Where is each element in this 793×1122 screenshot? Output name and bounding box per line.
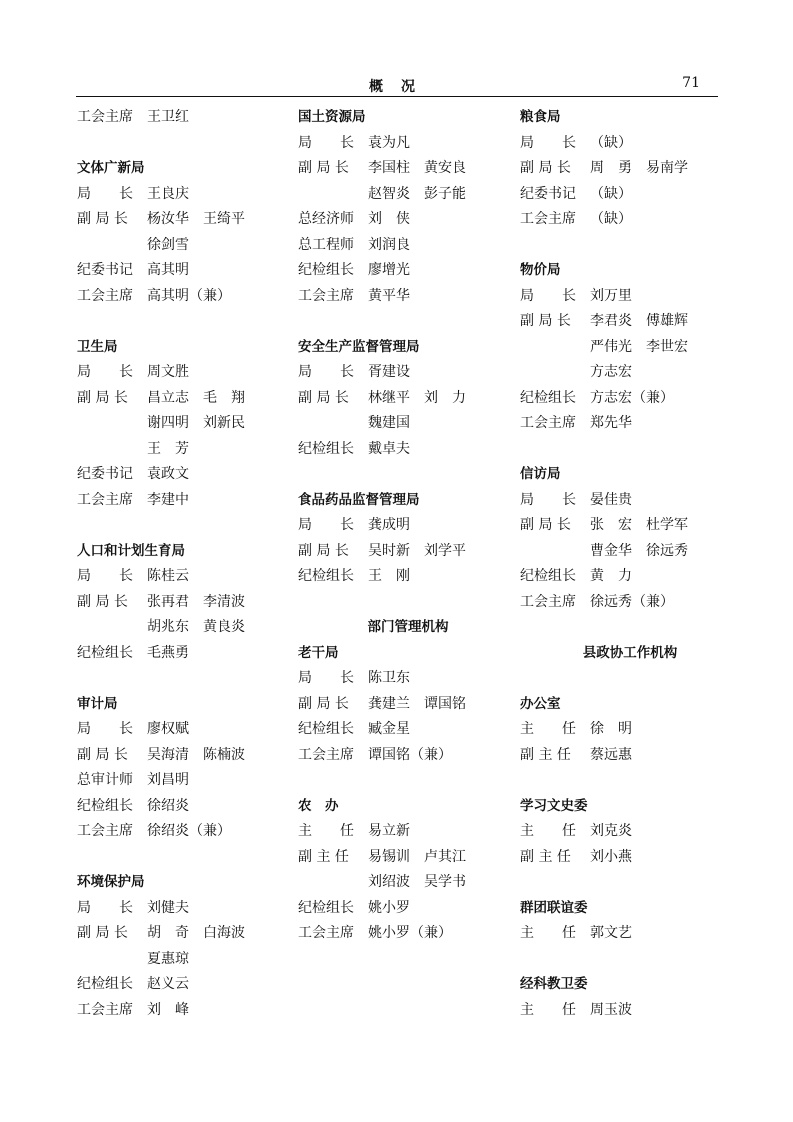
role-label: 纪检组长 bbox=[298, 899, 354, 916]
person-name: 张 宏 bbox=[590, 517, 632, 533]
personnel-entry bbox=[77, 258, 297, 284]
personnel-entry bbox=[77, 182, 297, 208]
department-heading: 审计局 bbox=[77, 695, 118, 712]
personnel-entry bbox=[298, 564, 518, 590]
role-label: 纪检组长 bbox=[77, 644, 133, 661]
personnel-entry bbox=[520, 488, 740, 514]
person-name: 毛燕勇 bbox=[147, 644, 189, 661]
personnel-entry bbox=[298, 692, 518, 718]
personnel-entry bbox=[298, 921, 518, 947]
person-name: 李建中 bbox=[147, 491, 189, 508]
role-label: 纪委书记 bbox=[520, 185, 576, 202]
person-name: 戴卓夫 bbox=[368, 440, 410, 457]
personnel-entry bbox=[520, 590, 740, 616]
person-name: 廖权赋 bbox=[147, 721, 189, 737]
role-label: 工会主席 bbox=[77, 287, 133, 304]
entry-continuation bbox=[77, 615, 297, 641]
person-name: 胡兆东 bbox=[147, 619, 189, 635]
department-heading: 粮食局 bbox=[520, 109, 561, 125]
person-name: 刘万里 bbox=[590, 287, 632, 304]
role-label: 纪检组长 bbox=[77, 797, 133, 814]
person-name: 黄安良 bbox=[424, 160, 466, 176]
personnel-entry bbox=[298, 717, 518, 743]
person-name: 蔡远惠 bbox=[590, 746, 632, 763]
role-label: 局 长 bbox=[77, 899, 133, 916]
person-name: 周 勇 bbox=[590, 160, 632, 176]
role-label: 副 局 长 bbox=[520, 517, 571, 533]
spacer bbox=[520, 615, 740, 641]
role-label: 纪委书记 bbox=[77, 466, 133, 482]
role-label: 副 局 长 bbox=[77, 593, 128, 610]
personnel-entry bbox=[520, 411, 740, 437]
personnel-entry bbox=[77, 794, 297, 820]
role-label: 局 长 bbox=[77, 364, 133, 380]
department-heading: 群团联谊委 bbox=[520, 899, 588, 916]
personnel-entry bbox=[520, 182, 740, 208]
department-heading: 办公室 bbox=[520, 695, 561, 712]
role-label: 工会主席 bbox=[298, 287, 354, 304]
person-name: 易立新 bbox=[368, 823, 410, 839]
personnel-entry bbox=[520, 819, 740, 845]
role-label: 局 长 bbox=[298, 517, 354, 533]
role-label: 副 主 任 bbox=[520, 848, 571, 865]
personnel-entry bbox=[77, 386, 297, 412]
person-name: 易锡训 bbox=[368, 848, 410, 865]
role-label: 纪检组长 bbox=[298, 721, 354, 737]
personnel-entry bbox=[77, 743, 297, 769]
person-name: 黄平华 bbox=[368, 287, 410, 304]
person-name: 高其明 bbox=[147, 262, 189, 278]
person-name: 昌立志 bbox=[147, 389, 189, 406]
spacer bbox=[298, 309, 518, 335]
person-name: 刘学平 bbox=[424, 542, 466, 559]
personnel-entry bbox=[298, 284, 518, 310]
entry-continuation bbox=[77, 411, 297, 437]
role-label: 纪检组长 bbox=[298, 568, 354, 584]
role-label: 纪检组长 bbox=[77, 976, 133, 992]
section-heading: 县政协工作机构 bbox=[582, 644, 678, 661]
role-label: 工会主席 bbox=[298, 746, 354, 763]
person-name: 刘 峰 bbox=[147, 1001, 189, 1018]
person-name: 臧金星 bbox=[368, 721, 410, 737]
role-label: 副 局 长 bbox=[298, 542, 349, 559]
role-label: 局 长 bbox=[520, 134, 576, 151]
person-name: 白海波 bbox=[203, 925, 245, 941]
personnel-entry bbox=[520, 921, 740, 947]
personnel-entry bbox=[77, 998, 297, 1024]
person-name: 周玉波 bbox=[590, 1001, 632, 1018]
role-label: 主 任 bbox=[520, 721, 576, 737]
person-name: （缺） bbox=[590, 134, 632, 151]
entry-continuation bbox=[298, 182, 518, 208]
person-name: 刘健夫 bbox=[147, 899, 189, 916]
person-name: 李清波 bbox=[203, 593, 245, 610]
person-name: 姚小罗（兼） bbox=[368, 925, 452, 941]
person-name: 徐远秀（兼） bbox=[590, 593, 674, 610]
personnel-entry bbox=[298, 131, 518, 157]
personnel-entry bbox=[77, 105, 297, 131]
personnel-entry bbox=[77, 641, 297, 667]
role-label: 副 局 长 bbox=[77, 389, 128, 406]
person-name: 李国柱 bbox=[368, 160, 410, 176]
role-label: 副 局 长 bbox=[77, 746, 128, 763]
role-label: 副 局 长 bbox=[520, 160, 571, 176]
personnel-entry bbox=[298, 258, 518, 284]
person-name: 彭子能 bbox=[424, 185, 466, 202]
personnel-entry bbox=[520, 386, 740, 412]
person-name: 徐绍炎 bbox=[147, 797, 189, 814]
spacer bbox=[520, 666, 740, 692]
person-name: 吴学书 bbox=[424, 874, 466, 890]
role-label: 纪检组长 bbox=[298, 262, 354, 278]
person-name: 刘 力 bbox=[424, 389, 466, 406]
personnel-entry bbox=[77, 921, 297, 947]
personnel-entry bbox=[520, 564, 740, 590]
role-label: 局 长 bbox=[77, 721, 133, 737]
person-name: 王绮平 bbox=[203, 211, 245, 227]
person-name: 刘昌明 bbox=[147, 772, 189, 788]
role-label: 工会主席 bbox=[298, 925, 354, 941]
personnel-entry bbox=[520, 717, 740, 743]
personnel-entry bbox=[77, 488, 297, 514]
person-name: 刘 侠 bbox=[368, 211, 410, 227]
entry-continuation bbox=[520, 539, 740, 565]
spacer bbox=[298, 462, 518, 488]
person-name: 谢四明 bbox=[147, 415, 189, 431]
personnel-entry bbox=[77, 360, 297, 386]
role-label: 纪检组长 bbox=[520, 568, 576, 584]
role-label: 局 长 bbox=[298, 134, 354, 151]
entry-continuation bbox=[520, 360, 740, 386]
person-name: 杜学军 bbox=[646, 517, 688, 533]
page-title: 概况 bbox=[369, 79, 433, 95]
role-label: 工会主席 bbox=[77, 823, 133, 839]
personnel-entry bbox=[77, 462, 297, 488]
personnel-entry bbox=[298, 819, 518, 845]
person-name: 王卫红 bbox=[147, 109, 189, 125]
person-name: 刘新民 bbox=[203, 415, 245, 431]
spacer bbox=[77, 131, 297, 157]
personnel-entry bbox=[77, 972, 297, 998]
role-label: 总工程师 bbox=[298, 236, 354, 253]
spacer bbox=[298, 768, 518, 794]
column-2 bbox=[298, 105, 518, 947]
section-heading: 部门管理机构 bbox=[367, 619, 449, 635]
personnel-entry bbox=[77, 896, 297, 922]
person-name: 张再君 bbox=[147, 593, 189, 610]
person-name: 郭文艺 bbox=[590, 925, 632, 941]
role-label: 副 局 长 bbox=[298, 160, 349, 176]
personnel-entry bbox=[520, 207, 740, 233]
person-name: 夏惠琼 bbox=[147, 950, 189, 967]
personnel-entry bbox=[298, 156, 518, 182]
person-name: 周文胜 bbox=[147, 364, 189, 380]
role-label: 主 任 bbox=[520, 823, 576, 839]
person-name: 傅雄辉 bbox=[646, 313, 688, 329]
personnel-entry bbox=[520, 998, 740, 1024]
person-name: 袁为凡 bbox=[368, 134, 410, 151]
person-name: 龚建兰 bbox=[368, 695, 410, 712]
department-heading: 物价局 bbox=[520, 262, 561, 278]
personnel-entry bbox=[298, 539, 518, 565]
role-label: 纪检组长 bbox=[298, 440, 354, 457]
department-heading: 经科教卫委 bbox=[520, 976, 588, 992]
person-name: 王 刚 bbox=[368, 568, 410, 584]
role-label: 副 主 任 bbox=[520, 746, 571, 763]
person-name: 陈楠波 bbox=[203, 746, 245, 763]
department-heading: 文体广新局 bbox=[77, 160, 145, 176]
role-label: 工会主席 bbox=[520, 415, 576, 431]
role-label: 工会主席 bbox=[77, 1001, 133, 1018]
personnel-entry bbox=[298, 743, 518, 769]
personnel-entry bbox=[77, 284, 297, 310]
person-name: 姚小罗 bbox=[368, 899, 410, 916]
person-name: 高其明（兼） bbox=[147, 287, 231, 304]
personnel-entry bbox=[298, 666, 518, 692]
person-name: （缺） bbox=[590, 185, 632, 202]
person-name: 郑先华 bbox=[590, 415, 632, 431]
personnel-entry bbox=[298, 513, 518, 539]
person-name: 廖增光 bbox=[368, 262, 410, 278]
person-name: 方志宏 bbox=[590, 364, 632, 380]
personnel-entry bbox=[298, 845, 518, 871]
column-3 bbox=[520, 105, 740, 1023]
spacer bbox=[77, 513, 297, 539]
role-label: 局 长 bbox=[298, 364, 354, 380]
header-rule bbox=[76, 96, 718, 97]
personnel-entry bbox=[520, 131, 740, 157]
personnel-entry bbox=[520, 284, 740, 310]
entry-continuation bbox=[520, 335, 740, 361]
person-name: 刘润良 bbox=[368, 236, 410, 253]
person-name: 胡 奇 bbox=[147, 925, 189, 941]
entry-continuation bbox=[298, 870, 518, 896]
entry-continuation bbox=[77, 947, 297, 973]
person-name: 林继平 bbox=[368, 389, 410, 406]
role-label: 局 长 bbox=[77, 185, 133, 202]
role-label: 工会主席 bbox=[77, 109, 133, 125]
personnel-entry bbox=[298, 437, 518, 463]
role-label: 纪检组长 bbox=[520, 389, 576, 406]
person-name: 黄良炎 bbox=[203, 619, 245, 635]
department-heading: 老干局 bbox=[298, 644, 339, 661]
personnel-entry bbox=[77, 590, 297, 616]
role-label: 工会主席 bbox=[520, 211, 576, 227]
role-label: 副 局 长 bbox=[77, 925, 128, 941]
person-name: 吴海清 bbox=[147, 746, 189, 763]
personnel-entry bbox=[298, 896, 518, 922]
person-name: 卢其江 bbox=[424, 848, 466, 865]
department-heading: 农 办 bbox=[298, 797, 339, 814]
department-heading: 安全生产监督管理局 bbox=[298, 338, 420, 355]
role-label: 工会主席 bbox=[520, 593, 576, 610]
person-name: 毛 翔 bbox=[203, 389, 245, 406]
spacer bbox=[520, 947, 740, 973]
role-label: 局 长 bbox=[520, 287, 576, 304]
spacer bbox=[77, 666, 297, 692]
person-name: 李君炎 bbox=[590, 313, 632, 329]
role-label: 工会主席 bbox=[77, 491, 133, 508]
role-label: 主 任 bbox=[520, 925, 576, 941]
person-name: 陈卫东 bbox=[368, 670, 410, 686]
role-label: 副 局 长 bbox=[520, 313, 571, 329]
spacer bbox=[520, 870, 740, 896]
person-name: 袁政文 bbox=[147, 466, 189, 482]
page-number: 71 bbox=[682, 75, 700, 91]
personnel-entry bbox=[77, 717, 297, 743]
role-label: 总审计师 bbox=[77, 772, 133, 788]
person-name: 严伟光 bbox=[590, 338, 632, 355]
department-heading: 卫生局 bbox=[77, 338, 118, 355]
personnel-entry bbox=[77, 207, 297, 233]
person-name: 赵义云 bbox=[147, 976, 189, 992]
person-name: 谭国铭（兼） bbox=[368, 746, 452, 763]
person-name: 李世宏 bbox=[646, 338, 688, 355]
personnel-entry bbox=[520, 743, 740, 769]
personnel-entry bbox=[298, 360, 518, 386]
person-name: 魏建国 bbox=[368, 415, 410, 431]
role-label: 局 长 bbox=[520, 491, 576, 508]
personnel-entry bbox=[520, 156, 740, 182]
personnel-entry bbox=[520, 845, 740, 871]
role-label: 副 主 任 bbox=[298, 848, 349, 865]
personnel-entry bbox=[77, 768, 297, 794]
person-name: 杨汝华 bbox=[147, 211, 189, 227]
personnel-entry bbox=[520, 309, 740, 335]
department-heading: 学习文史委 bbox=[520, 797, 588, 814]
role-label: 总经济师 bbox=[298, 211, 354, 227]
role-label: 副 局 长 bbox=[298, 389, 349, 406]
personnel-entry bbox=[77, 819, 297, 845]
role-label: 纪委书记 bbox=[77, 262, 133, 278]
role-label: 局 长 bbox=[298, 670, 354, 686]
person-name: 黄 力 bbox=[590, 568, 632, 584]
personnel-entry bbox=[520, 513, 740, 539]
person-name: 易南学 bbox=[646, 160, 688, 176]
person-name: 胥建设 bbox=[368, 364, 410, 380]
person-name: 徐绍炎（兼） bbox=[147, 823, 231, 839]
personnel-entry bbox=[298, 207, 518, 233]
person-name: 徐剑雪 bbox=[147, 236, 189, 253]
role-label: 副 局 长 bbox=[77, 211, 128, 227]
person-name: 徐远秀 bbox=[646, 542, 688, 559]
spacer bbox=[520, 437, 740, 463]
role-label: 副 局 长 bbox=[298, 695, 349, 712]
entry-continuation bbox=[77, 233, 297, 259]
spacer bbox=[298, 590, 518, 616]
department-heading: 国土资源局 bbox=[298, 109, 366, 125]
person-name: 刘绍波 bbox=[368, 874, 410, 890]
personnel-entry bbox=[298, 233, 518, 259]
person-name: 刘克炎 bbox=[590, 823, 632, 839]
role-label: 主 任 bbox=[298, 823, 354, 839]
person-name: 龚成明 bbox=[368, 517, 410, 533]
spacer bbox=[77, 309, 297, 335]
spacer bbox=[520, 768, 740, 794]
person-name: 刘小燕 bbox=[590, 848, 632, 865]
department-heading: 信访局 bbox=[520, 466, 561, 482]
person-name: 晏佳贵 bbox=[590, 491, 632, 508]
role-label: 主 任 bbox=[520, 1001, 576, 1018]
person-name: 曹金华 bbox=[590, 542, 632, 559]
person-name: 方志宏（兼） bbox=[590, 389, 674, 406]
department-heading: 食品药品监督管理局 bbox=[298, 491, 420, 508]
person-name: （缺） bbox=[590, 211, 632, 227]
department-heading: 人口和计划生育局 bbox=[77, 542, 185, 559]
entry-continuation bbox=[298, 411, 518, 437]
personnel-entry bbox=[298, 386, 518, 412]
person-name: 王良庆 bbox=[147, 185, 189, 202]
entry-continuation bbox=[77, 437, 297, 463]
person-name: 徐 明 bbox=[590, 721, 632, 737]
person-name: 王 芳 bbox=[147, 440, 189, 457]
role-label: 局 长 bbox=[77, 568, 133, 584]
person-name: 陈桂云 bbox=[147, 568, 189, 584]
spacer bbox=[77, 845, 297, 871]
person-name: 谭国铭 bbox=[424, 695, 466, 712]
column-1 bbox=[77, 105, 297, 1023]
department-heading: 环境保护局 bbox=[77, 874, 145, 890]
personnel-entry bbox=[77, 564, 297, 590]
spacer bbox=[520, 233, 740, 259]
person-name: 吴时新 bbox=[368, 542, 410, 559]
person-name: 赵智炎 bbox=[368, 185, 410, 202]
